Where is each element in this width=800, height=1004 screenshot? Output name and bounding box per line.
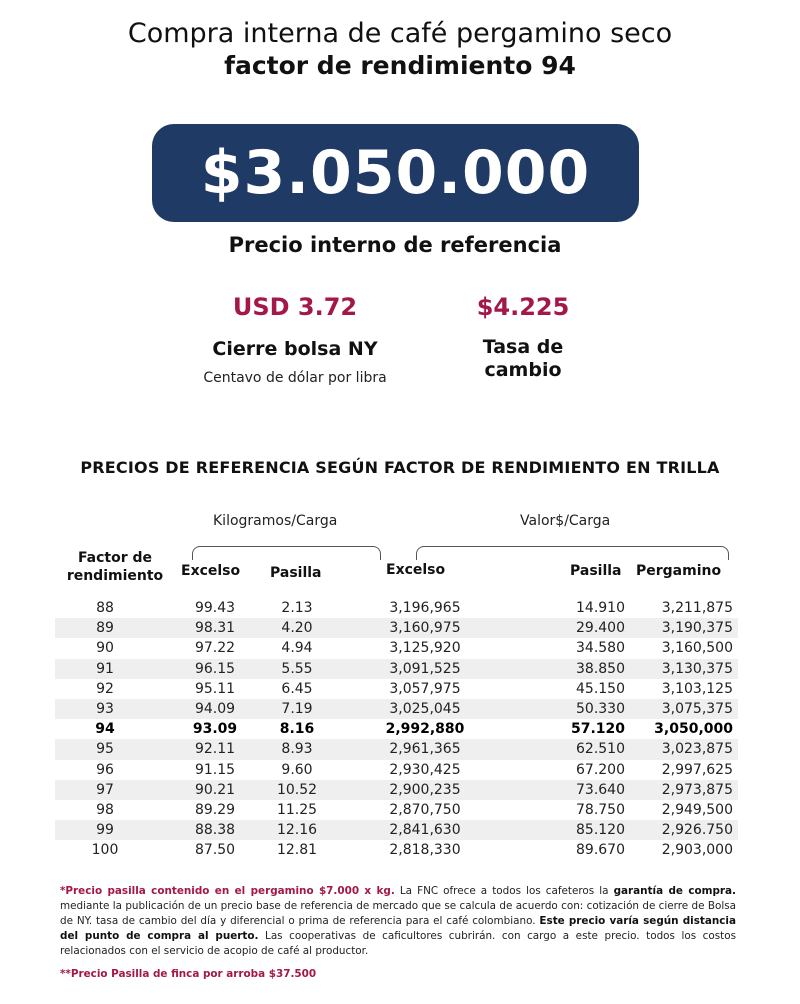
table-row [55,840,738,860]
footnote-pasilla-price: *Precio pasilla contenido en el pergamino $7.000 x kg. [60,885,395,897]
cell-pasilla-kg: 7.19 [281,700,313,717]
cell-excelso-val: 3,057,975 [389,680,461,697]
cell-excelso-val: 3,025,045 [389,700,461,717]
cell-excelso-kg: 99.43 [194,600,236,616]
col-header-factor-line2: rendimiento [66,568,164,584]
footnote-text-d: Este precio varía según distancia del punto de compra al puerto. [60,915,736,942]
cell-pasilla-val: 57.120 [570,721,625,738]
cell-pasilla-val: 50.330 [576,700,625,717]
cell-pasilla-kg: 8.93 [281,741,313,758]
cell-excelso-kg: 88.38 [194,822,236,839]
cell-pergamino: 3,075,375 [661,700,733,717]
cell-pasilla-val: 73.640 [576,781,625,798]
col-header-pasilla-val: Pasilla [570,563,622,579]
cell-factor: 99 [96,822,114,839]
page-title-line2: factor de rendimiento 94 [224,51,576,80]
table-row [55,659,738,679]
table-row [55,820,738,840]
cell-pasilla-kg: 12.81 [276,842,318,859]
footnote-arroba-price: **Precio Pasilla de finca por arroba $37.500 [60,968,317,980]
cell-pasilla-val: 67.200 [576,761,625,778]
cell-factor: 94 [95,721,115,738]
cell-pasilla-val: 14.910 [576,600,625,616]
cell-excelso-val: 2,930,425 [389,761,461,778]
price-table-body [55,598,738,860]
cell-excelso-val: 2,841,630 [389,822,461,839]
cell-pergamino: 3,023,875 [661,741,733,758]
bracket-kg [192,546,381,560]
cell-pasilla-kg: 12.16 [276,822,318,839]
cell-pergamino: 2,926.750 [661,822,733,839]
table-row [55,800,738,820]
cell-excelso-val: 2,992,880 [385,721,465,738]
cell-pasilla-val: 62.510 [576,741,625,758]
col-header-pasilla-kg: Pasilla [270,565,322,581]
table-section-title: PRECIOS DE REFERENCIA SEGÚN FACTOR DE RENDIMIENTO EN TRILLA [80,458,720,477]
cell-pasilla-val: 45.150 [576,680,625,697]
cell-excelso-kg: 89.29 [194,801,236,818]
cell-pergamino: 3,130,375 [661,660,733,677]
price-banner [152,124,639,222]
table-row [55,719,738,739]
footnote-text-a: La FNC ofrece a todos los cafeteros la [394,885,614,897]
cell-pergamino: 3,160,500 [661,640,733,657]
cell-pergamino: 3,190,375 [661,620,733,637]
bracket-valor [416,546,729,560]
cell-factor: 88 [96,600,114,616]
cell-factor: 96 [96,761,114,778]
col-header-pergamino: Pergamino [636,563,722,579]
group-label-kg: Kilogramos/Carga [213,513,338,529]
cell-pasilla-kg: 4.20 [281,620,313,637]
cell-excelso-val: 3,125,920 [389,640,461,657]
cell-pasilla-kg: 5.55 [281,660,313,677]
cell-factor: 90 [96,640,114,657]
col-header-excelso-kg: Excelso [181,563,241,579]
table-row [55,780,738,800]
cell-excelso-kg: 96.15 [194,660,236,677]
cell-excelso-kg: 98.31 [194,620,236,637]
cell-excelso-val: 2,818,330 [389,842,461,859]
cell-pasilla-val: 89.670 [576,842,625,859]
cell-excelso-val: 2,900,235 [389,781,461,798]
col-header-excelso-val: Excelso [386,562,446,578]
cell-pasilla-kg: 4.94 [281,640,313,657]
cell-pergamino: 2,973,875 [661,781,733,798]
cell-factor: 93 [96,700,114,717]
table-row [55,760,738,780]
footnote-text-b: garantía de compra. [613,885,737,897]
cell-pasilla-kg: 6.45 [281,680,313,697]
cell-pasilla-kg: 2.13 [281,600,313,616]
cell-excelso-kg: 87.50 [194,842,236,859]
col-header-factor [55,549,175,585]
cell-excelso-kg: 91.15 [194,761,236,778]
cell-pasilla-val: 29.400 [576,620,625,637]
cell-factor: 98 [96,801,114,818]
footnote-main [60,884,736,959]
cell-factor: 92 [96,680,114,697]
footnote-text-e: Las cooperativas de caficultores cubrirán. con cargo a este precio. todos los costos relacionados con el servicio de acopio de café al productor. [60,930,736,957]
table-row [55,679,738,699]
cell-excelso-kg: 95.11 [194,680,236,697]
ny-close-unit: Centavo de dólar por libra [203,370,387,386]
reference-price-label: Precio interno de referencia [228,233,562,257]
exchange-rate-label [453,336,593,382]
cell-pergamino: 3,211,875 [661,600,733,616]
cell-pasilla-kg: 8.16 [279,721,315,738]
ny-close-value: USD 3.72 [232,293,358,321]
cell-pergamino: 3,103,125 [661,680,733,697]
cell-pasilla-kg: 11.25 [276,801,318,818]
table-row [55,699,738,719]
cell-factor: 97 [96,781,114,798]
cell-excelso-val: 3,160,975 [389,620,461,637]
cell-pasilla-val: 34.580 [576,640,625,657]
cell-excelso-val: 3,091,525 [389,660,461,677]
col-header-factor-line1: Factor de [77,550,153,566]
exchange-rate-label-line1: Tasa de [482,336,564,358]
cell-factor: 95 [96,741,114,758]
cell-pasilla-kg: 10.52 [276,781,318,798]
cell-factor: 91 [96,660,114,677]
exchange-rate-label-line2: cambio [484,359,562,381]
cell-excelso-kg: 92.11 [194,741,236,758]
exchange-rate-value: $4.225 [476,293,570,321]
cell-excelso-val: 2,870,750 [389,801,461,818]
cell-pasilla-val: 85.120 [576,822,625,839]
group-label-valor: Valor$/Carga [520,513,611,529]
cell-pasilla-val: 38.850 [576,660,625,677]
cell-excelso-kg: 90.21 [194,781,236,798]
table-row [55,638,738,658]
cell-factor: 100 [91,842,119,859]
table-row [55,618,738,638]
cell-pasilla-val: 78.750 [576,801,625,818]
cell-pergamino: 3,050,000 [654,721,733,738]
cell-excelso-kg: 97.22 [194,640,236,657]
cell-pergamino: 2,903,000 [661,842,733,859]
cell-excelso-val: 3,196,965 [389,600,461,616]
table-row [55,598,738,618]
cell-pergamino: 2,949,500 [661,801,733,818]
cell-excelso-kg: 93.09 [192,721,238,738]
footnote-text-c: mediante la publicación de un precio base de referencia de mercado que se calcula de acuerdo con: cotización de cierre de Bolsa de NY. tasa de cambio del día y diferencial o prima de referencia para el café colombiano. [60,900,736,927]
cell-excelso-val: 2,961,365 [389,741,461,758]
cell-pergamino: 2,997,625 [661,761,733,778]
ny-close-label: Cierre bolsa NY [212,338,378,360]
cell-excelso-kg: 94.09 [194,700,236,717]
table-row [55,739,738,759]
cell-factor: 89 [96,620,114,637]
page-title-line1: Compra interna de café pergamino seco [127,18,673,49]
cell-pasilla-kg: 9.60 [281,761,313,778]
reference-price-value: $3.050.000 [200,138,591,208]
